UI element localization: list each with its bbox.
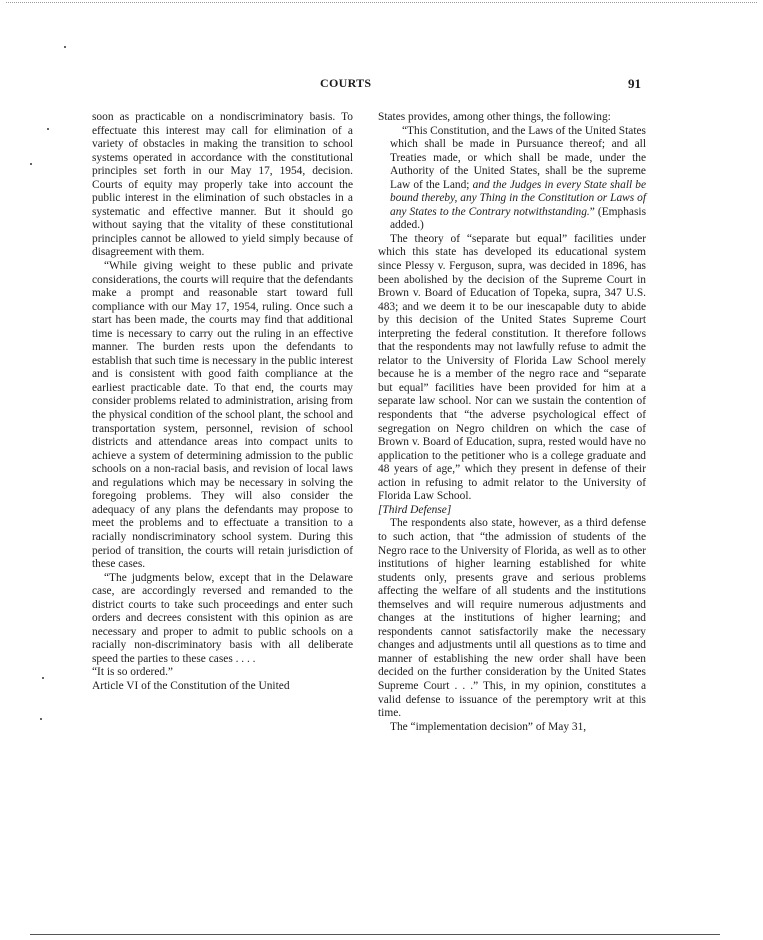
paragraph: States provides, among other things, the following:: [378, 111, 611, 123]
right-column: [378, 111, 646, 734]
scan-speck: [30, 163, 32, 165]
bottom-rule: [30, 934, 720, 935]
scan-speck: [42, 677, 44, 679]
block-quote: [378, 125, 646, 233]
paragraph: “The judgments below, except that in the Delaware case, are accordingly reversed and remanded to the district courts to take such proceedings and enter such orders and decrees consistent with this opinion as are necessary and proper to admit to public schools on a racially non-discriminatory basis with all deliberate speed the parties to these cases . . . .: [92, 571, 353, 665]
paragraph: Article VI of the Constitution of the United: [92, 679, 290, 692]
page-number: 91: [628, 76, 641, 91]
scan-speck: [40, 718, 42, 720]
left-column: [92, 111, 353, 694]
quote-emphasis: and the Judges in every State shall be bound thereby, any Thing in the Constitution or Laws of any States to the Contrary notwithstanding.: [390, 178, 646, 218]
paragraph: The respondents also state, however, as a third defense to such action, that “the admission of students of the Negro race to the University of Florida, as well as to other institutions of higher learning established for white students only, presents grave and serious problems affecting the welfare of all students and the institutions themselves and will require numerous adjustments and changes at the institutions of higher learning; and respondents cannot satisfactorily make the necessary changes and adjustments until all questions as to time and manner of establishing the new order shall have been decided on the further consideration by the United States Supreme Court . . .” This, in my opinion, constitutes a valid defense to issuance of the peremptory writ at this time.: [378, 517, 646, 720]
scan-speck: [47, 128, 49, 130]
running-head: COURTS: [320, 76, 372, 90]
paragraph: The “implementation decision” of May 31,: [390, 720, 587, 733]
paragraph: “While giving weight to these public and private considerations, the courts will require that the defendants make a prompt and reasonable start toward full compliance with our May 17, 1954, ruling. Once such a start has been made, the courts may find that additional time is necessary to carry out the ruling in an effective manner. The burden rests upon the defendants to establish that such time is necessary in the public interest and is consistent with good faith compliance at the earliest practicable date. To that end, the courts may consider problems related to administration, arising from the physical condition of the school plant, the school and transportation system, personnel, revision of school districts and attendance areas into compact units to achieve a system of determining admission to the public schools on a non-racial basis, and revision of local laws and regulations which may be necessary in solving the foregoing problems. They will also consider the adequacy of any plans the defendants may propose to meet the problems and to effectuate a transition to a racially nondiscriminatory school system. During this period of transition, the courts will retain jurisdiction of these cases.: [92, 260, 353, 571]
quote-text: ” (Emphasis added.): [390, 205, 647, 232]
top-edge-rule: [6, 2, 757, 3]
scan-speck: [64, 46, 66, 48]
section-heading: [Third Defense]: [378, 503, 452, 516]
paragraph: The theory of “separate but equal” facilities under which this state has developed its educational system since Plessy v. Ferguson, supra, was decided in 1896, has been abolished by the decision of the Supreme Court in Brown v. Board of Education of Topeka, supra, 347 U.S. 483; and we deem it to be our inescapable duty to abide by this decision of the United States Supreme Court interpreting the federal constitution. It therefore follows that the respondents may not lawfully refuse to admit the relator to the University of Florida Law School merely because he is a member of the negro race and “separate but equal” facilities have been provided for him at a separate law school. Nor can we sustain the contention of respondents that “the adverse psychological effect of segregation on Negro children on which the case of Brown v. Board of Education, supra, rested would have no application to the petitioner who is a college graduate and 48 years of age,” which they present in defense of their action in refusing to admit relator to the University of Florida Law School.: [378, 232, 646, 503]
paragraph: “It is so ordered.”: [92, 666, 173, 679]
quote-text: “This Constitution, and the Laws of the United States which shall be made in Pursuance thereof; and all Treaties made, or which shall be made, under the Authority of the United States, shall be the supreme Law of the Land;: [390, 124, 646, 191]
paragraph: soon as practicable on a nondiscriminatory basis. To effectuate this interest may call for elimination of a variety of obstacles in making the transition to school systems operated in accordance with the constitutional principles set forth in our May 17, 1954, decision. Courts of equity may properly take into account the public interest in the elimination of such obstacles in a systematic and effective manner. But it should go without saying that the vitality of these constitutional principles cannot be allowed to yield simply because of disagreement with them.: [92, 111, 353, 259]
